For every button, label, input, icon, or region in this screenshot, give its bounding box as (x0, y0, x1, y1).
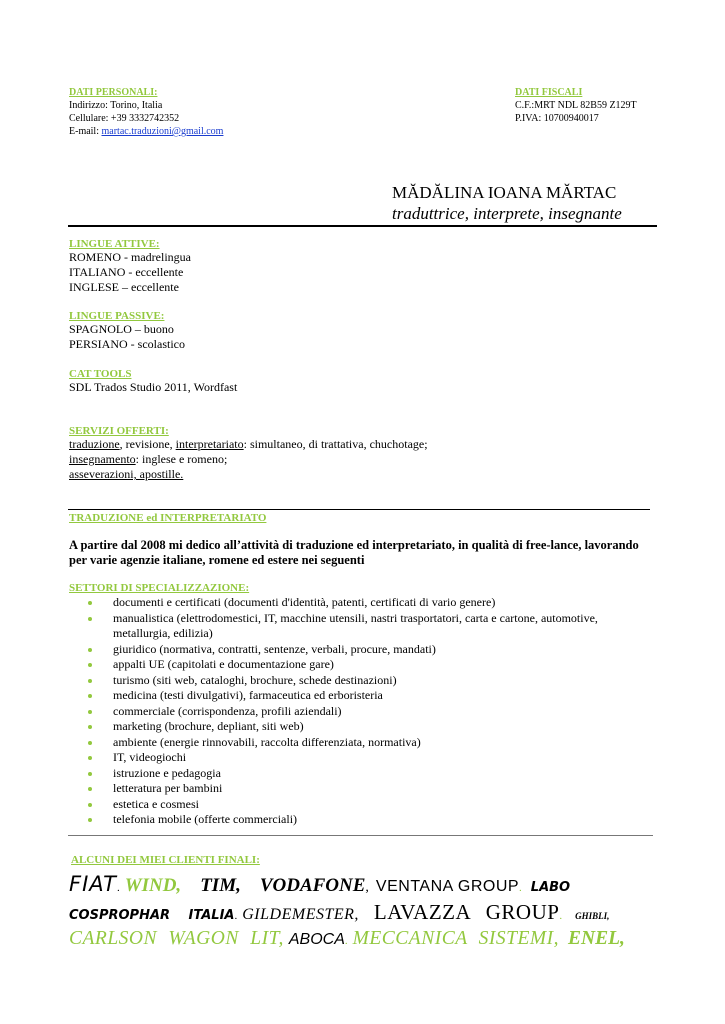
translation-intro: A partire dal 2008 mi dedico all’attività di traduzione ed interpretariato, in qualità di free-lance, lavorando per varie agenzie italiane, romene ed estere nei seguenti (69, 538, 639, 567)
cat-tools-text: SDL Trados Studio 2011, Wordfast (69, 380, 238, 394)
bullet-icon (88, 741, 92, 745)
specialization-item (69, 719, 657, 735)
specialization-item (69, 595, 657, 611)
specialization-text: manualistica (elettrodomestici, IT, macchine utensili, nastri trasportatori, carta e cartone, automotive, metallurgia, edilizia) (113, 610, 598, 640)
specialization-item (69, 766, 657, 782)
service-teaching: insegnamento (69, 452, 136, 466)
specialization-text: IT, videogiochi (113, 750, 187, 764)
full-name: MĂDĂLINA IOANA MĂRTAC (392, 183, 617, 202)
bullet-icon (88, 772, 92, 776)
specialization-text: letteratura per bambini (113, 781, 223, 795)
bullet-icon (88, 725, 92, 729)
specialization-text: documenti e certificati (documenti d'identità, patenti, certificati di vario genere) (113, 595, 496, 609)
specialization-item (69, 797, 657, 813)
client-labo: LABO (530, 880, 571, 895)
bullet-icon (88, 617, 92, 621)
services-line-1 (69, 437, 428, 452)
language-item: PERSIANO - scolastico (69, 337, 185, 351)
active-languages-section (69, 238, 191, 295)
client-vodafone: VODAFONE (259, 875, 366, 896)
clients-section (69, 854, 661, 953)
specialization-item (69, 611, 657, 642)
passive-languages-section (69, 310, 185, 352)
specialization-text: appalti UE (capitolati e documentazione gare) (113, 657, 334, 671)
client-enel: ENEL, (568, 928, 625, 949)
email-line (69, 125, 223, 138)
bullet-icon (88, 679, 92, 683)
bullet-icon (88, 694, 92, 698)
email-label: E-mail: (69, 126, 102, 137)
translation-title: TRADUZIONE ed INTERPRETARIATO (69, 512, 267, 524)
specialization-text: turismo (siti web, cataloghi, brochure, schede destinazioni) (113, 672, 397, 687)
bullet-icon (88, 756, 92, 760)
address: Indirizzo: Torino, Italia (69, 100, 163, 111)
clients-line-3 (69, 926, 661, 953)
specializations-title: SETTORI DI SPECIALIZZAZIONE: (69, 582, 250, 594)
specialization-item (69, 673, 657, 689)
fiscal-data-block (515, 86, 637, 125)
separator: . (234, 910, 238, 922)
specialization-text: medicina (testi divulgativi), farmaceutica ed erboristeria (113, 688, 383, 702)
service-translation: traduzione (69, 437, 120, 451)
specialization-item (69, 642, 657, 658)
name-header (392, 183, 622, 225)
service-interpreting: interpretariato (175, 437, 244, 451)
header-divider (68, 225, 657, 227)
fiscal-data-title: DATI FISCALI (515, 87, 583, 98)
tax-code: C.F.:MRT NDL 82B59 Z129T (515, 100, 637, 111)
separator: . (519, 882, 522, 894)
client-cosprophar: COSPROPHAR ITALIA (69, 908, 235, 923)
separator: , (365, 880, 369, 895)
bullet-icon (88, 787, 92, 791)
specialization-text: istruzione e pedagogia (113, 765, 221, 780)
cat-tools-section (69, 368, 237, 395)
cat-tools-title: CAT TOOLS (69, 368, 132, 380)
bullet-icon (88, 710, 92, 714)
client-fiat: FIAT (69, 872, 117, 896)
specialization-text: ambiente (energie rinnovabili, raccolta differenziata, normativa) (113, 734, 421, 749)
specializations-section (69, 582, 657, 828)
language-item: ITALIANO - eccellente (69, 265, 184, 279)
service-text: : simultaneo, di trattativa, chuchotage; (243, 437, 428, 451)
client-wind: WIND, (124, 875, 182, 896)
specializations-list (69, 595, 657, 828)
service-text: , revisione, (119, 437, 176, 451)
email-link[interactable]: martac.traduzioni@gmail.com (101, 126, 224, 137)
bullet-icon (88, 648, 92, 652)
clients-line-2 (69, 900, 661, 928)
specialization-text: estetica e cosmesi (113, 796, 199, 811)
clients-line-1 (69, 872, 661, 900)
clients-title: ALCUNI DEI MIEI CLIENTI FINALI: (71, 854, 260, 866)
services-divider (68, 509, 650, 510)
translation-section (69, 512, 657, 568)
services-section (69, 425, 428, 482)
active-languages-title: LINGUE ATTIVE: (69, 238, 160, 250)
client-aboca: ABOCA (288, 931, 345, 948)
language-item: INGLESE – eccellente (69, 280, 179, 294)
specialization-item (69, 812, 657, 828)
profession: traduttrice, interprete, insegnante (392, 204, 622, 223)
personal-data-block (69, 86, 223, 138)
client-meccanica: MECCANICA SISTEMI, (352, 928, 559, 949)
bullet-icon (88, 818, 92, 822)
bullet-icon (88, 663, 92, 667)
language-item: ROMENO - madrelingua (69, 250, 191, 264)
specializations-divider (68, 835, 653, 836)
service-text: : inglese e romeno; (135, 452, 228, 466)
client-lavazza: LAVAZZA GROUP (373, 900, 560, 924)
client-ghibli: GHIBLI, (575, 911, 610, 921)
client-carlson: CARLSON WAGON LIT, (69, 928, 284, 949)
specialization-item (69, 781, 657, 797)
bullet-icon (88, 803, 92, 807)
specialization-item (69, 688, 657, 704)
vat-number: P.IVA: 10700940017 (515, 113, 599, 124)
passive-languages-title: LINGUE PASSIVE: (69, 310, 165, 322)
services-title: SERVIZI OFFERTI: (69, 425, 169, 437)
separator: . (116, 882, 120, 894)
client-gildemester: GILDEMESTER, (242, 906, 359, 923)
specialization-item (69, 657, 657, 673)
personal-data-title: DATI PERSONALI: (69, 87, 158, 98)
client-tim: TIM, (200, 875, 241, 896)
services-line-2 (69, 452, 428, 467)
specialization-text: telefonia mobile (offerte commerciali) (113, 812, 298, 826)
specialization-item (69, 735, 657, 751)
separator: . (559, 910, 563, 922)
specialization-text: commerciale (corrispondenza, profili aziendali) (113, 703, 342, 718)
separator: . (344, 935, 348, 947)
services-line-3: asseverazioni, apostille. (69, 467, 184, 481)
language-item: SPAGNOLO – buono (69, 322, 174, 336)
specialization-item (69, 704, 657, 720)
client-ventana: VENTANA GROUP (375, 878, 520, 895)
bullet-icon (88, 601, 92, 605)
specialization-text: giuridico (normativa, contratti, sentenze, verbali, procure, mandati) (113, 641, 436, 656)
phone: Cellulare: +39 3332742352 (69, 113, 180, 124)
specialization-item (69, 750, 657, 766)
specialization-text: marketing (brochure, depliant, siti web) (113, 719, 304, 733)
